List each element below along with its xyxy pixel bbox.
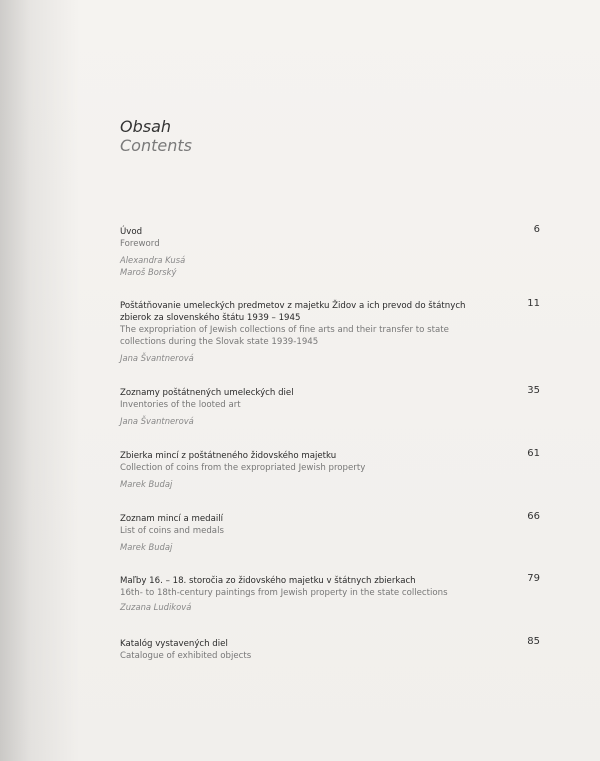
entry-title-sk: Maľby 16. – 18. storočia zo židovského majetku v štátnych zbierkach <box>120 576 416 586</box>
entry-author: Marek Budaj <box>120 542 173 552</box>
entry-authors <box>120 415 540 427</box>
entry-title-en: The expropriation of Jewish collections of fine arts and their transfer to state collections during the Slovak state 1939-1945 <box>120 325 449 347</box>
entry-title-en: Catalogue of exhibited objects <box>120 651 252 661</box>
entry-title-en: Inventories of the looted art <box>120 400 241 410</box>
toc-entry-coins-collection[interactable] <box>120 450 540 490</box>
entry-title-en: Foreword <box>120 239 160 249</box>
entry-title-sk: Zoznamy poštátnených umeleckých diel <box>120 388 294 398</box>
toc-entry-inventories[interactable] <box>120 387 540 427</box>
toc-entry-coins-list[interactable] <box>120 513 540 553</box>
entry-title-sk: Úvod <box>120 227 143 237</box>
entry-title-en: List of coins and medals <box>120 526 224 536</box>
entry-author: Jana Švantnerová <box>120 416 194 426</box>
entry-page-number: 66 <box>527 511 540 522</box>
heading-title-en: Contents <box>120 136 192 155</box>
entry-author: Marek Budaj <box>120 479 173 489</box>
entry-page-number: 79 <box>527 573 540 584</box>
contents-heading <box>120 117 192 155</box>
toc-entry-catalogue[interactable] <box>120 638 540 662</box>
entry-author: Alexandra Kusá <box>120 255 186 265</box>
entry-page-number: 11 <box>527 298 540 309</box>
entry-page-number: 61 <box>527 448 540 459</box>
entry-title-en: 16th- to 18th-century paintings from Jewish property in the state collections <box>120 588 448 598</box>
entry-authors <box>120 541 540 553</box>
entry-title-sk: Katalóg vystavených diel <box>120 639 228 649</box>
entry-page-number: 35 <box>527 385 540 396</box>
entry-title-sk: Poštátňovanie umeleckých predmetov z majetku Židov a ich prevod do štátnych zbierok za slovenského štátu 1939 – 1945 <box>120 301 466 323</box>
entry-title-sk: Zbierka mincí z poštátneného židovského majetku <box>120 451 337 461</box>
heading-title-sk: Obsah <box>120 117 172 136</box>
toc-entry-expropriation[interactable] <box>120 300 540 364</box>
entry-page-number: 6 <box>533 224 540 235</box>
entry-title-en: Collection of coins from the expropriated Jewish property <box>120 463 366 473</box>
entry-author: Zuzana Ludiková <box>120 602 192 612</box>
entry-authors <box>120 352 540 364</box>
entry-page-number: 85 <box>527 636 540 647</box>
toc-entry-foreword[interactable] <box>120 226 540 278</box>
entry-authors <box>120 254 540 278</box>
entry-author: Maroš Borský <box>120 267 177 277</box>
entry-title-sk: Zoznam mincí a medailí <box>120 514 224 524</box>
entry-author: Jana Švantnerová <box>120 353 194 363</box>
entry-authors <box>120 601 540 613</box>
toc-entry-paintings[interactable] <box>120 575 540 613</box>
entry-authors <box>120 478 540 490</box>
